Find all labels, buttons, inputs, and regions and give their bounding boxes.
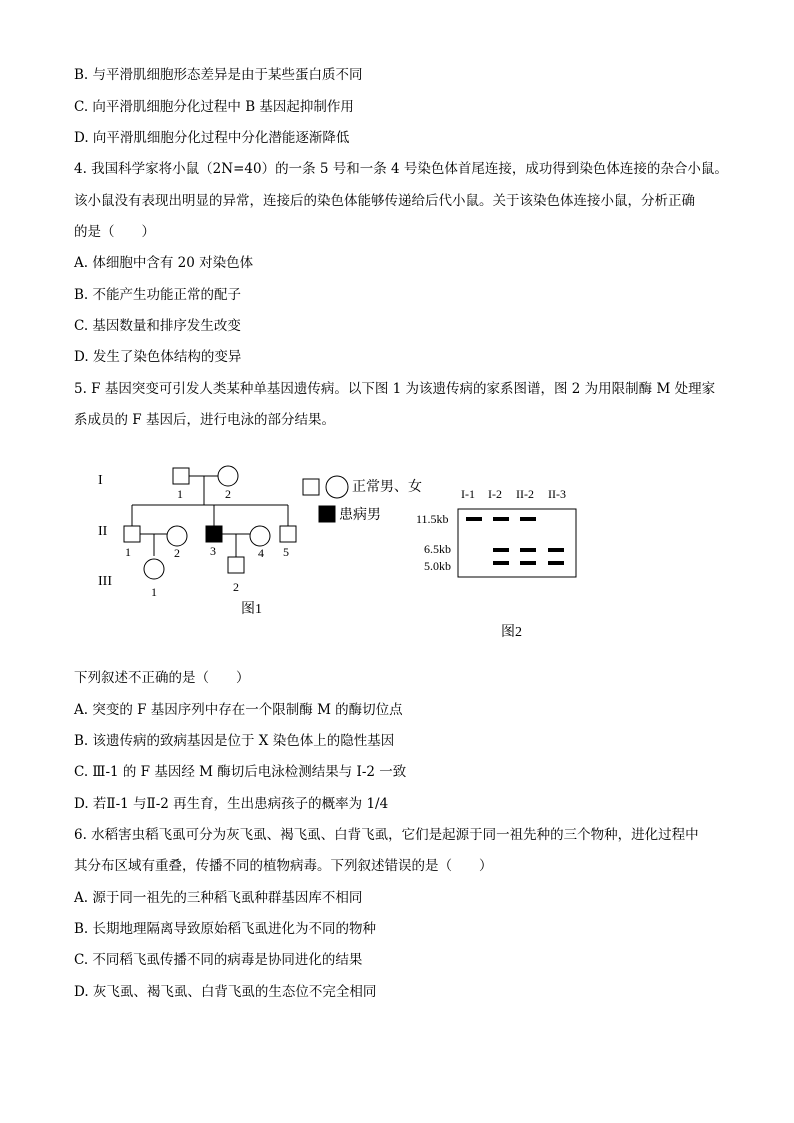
ii2-number: 2	[174, 546, 180, 560]
legend-affected-label: 患病男	[339, 508, 381, 523]
q5-question: 下列叙述不正确的是（ ）	[74, 670, 250, 686]
q4-stem-line-3: 的是（ ）	[74, 224, 155, 240]
q4-option-b: B. 不能产生功能正常的配子	[74, 287, 242, 303]
band-i1-11-5kb	[466, 517, 482, 521]
lane-label-ii2: II-2	[516, 487, 534, 501]
legend-affected-male-symbol	[319, 506, 335, 522]
ii4-female-symbol	[250, 526, 270, 546]
ii5-number: 5	[283, 545, 289, 559]
q5-option-a: A. 突变的 F 基因序列中存在一个限制酶 M 的酶切位点	[74, 702, 403, 718]
band-ii2-11-5kb	[520, 517, 536, 521]
i1-male-symbol	[173, 468, 189, 484]
band-ii3-6-5kb	[548, 548, 564, 552]
ii3-number: 3	[210, 544, 216, 558]
q5-option-d: D. 若Ⅱ-1 与Ⅱ-2 再生育，生出患病孩子的概率为 1/4	[74, 796, 389, 812]
generation-label-ii: II	[98, 524, 108, 539]
band-ii3-5-0kb	[548, 561, 564, 565]
generation-label-iii: III	[98, 574, 112, 589]
band-ii2-5-0kb	[520, 561, 536, 565]
iii2-number: 2	[233, 580, 239, 594]
ii4-number: 4	[258, 546, 264, 560]
q5-stem-line-1: 5. F 基因突变可引发人类某种单基因遗传病。以下图 1 为该遗传病的家系图谱，图 2 为用限制酶 M 处理家	[74, 381, 716, 397]
ii3-affected-male-symbol	[206, 526, 222, 542]
pedigree-figure	[90, 460, 440, 630]
ii5-male-symbol	[280, 526, 296, 542]
electrophoresis-figure	[410, 480, 590, 645]
q4-stem-line-2: 该小鼠没有表现出明显的异常，连接后的染色体能够传递给后代小鼠。关于该染色体连接小鼠，分析正确	[74, 193, 695, 209]
i2-female-symbol	[218, 466, 238, 486]
iii1-female-symbol	[144, 559, 164, 579]
ii1-male-symbol	[124, 526, 140, 542]
legend-normal-male-symbol	[303, 479, 319, 495]
q6-option-b: B. 长期地理隔离导致原始稻飞虱进化为不同的物种	[74, 921, 377, 937]
legend-normal-female-symbol	[326, 476, 348, 498]
q6-option-a: A. 源于同一祖先的三种稻飞虱种群基因库不相同	[74, 890, 363, 906]
iii1-number: 1	[151, 585, 157, 599]
figure-1-caption: 图1	[241, 602, 262, 617]
size-label-11-5kb: 11.5kb	[416, 512, 449, 526]
q4-stem-line-1: 4. 我国科学家将小鼠（2N=40）的一条 5 号和一条 4 号染色体首尾连接，成功得到染色体连接的杂合小鼠。	[74, 161, 728, 177]
q5-option-c: C. Ⅲ-1 的 F 基因经 M 酶切后电泳检测结果与 I-2 一致	[74, 764, 407, 780]
q3-option-d: D. 向平滑肌细胞分化过程中分化潜能逐渐降低	[74, 130, 350, 146]
q4-option-a: A. 体细胞中含有 20 对染色体	[74, 255, 254, 271]
q3-option-c: C. 向平滑肌细胞分化过程中 B 基因起抑制作用	[74, 99, 354, 115]
i1-number: 1	[177, 487, 183, 501]
iii2-male-symbol	[228, 557, 244, 573]
q6-stem-line-2: 其分布区域有重叠，传播不同的植物病毒。下列叙述错误的是（ ）	[74, 858, 493, 874]
q3-option-b: B. 与平滑肌细胞形态差异是由于某些蛋白质不同	[74, 67, 363, 83]
q4-option-c: C. 基因数量和排序发生改变	[74, 318, 241, 334]
q5-stem-line-2: 系成员的 F 基因后，进行电泳的部分结果。	[74, 412, 335, 428]
generation-label-i: I	[98, 473, 103, 488]
band-i2-5-0kb	[493, 561, 509, 565]
band-i2-11-5kb	[493, 517, 509, 521]
band-ii2-6-5kb	[520, 548, 536, 552]
figure-2-caption: 图2	[501, 625, 522, 640]
ii1-number: 1	[125, 545, 131, 559]
size-label-6-5kb: 6.5kb	[424, 542, 451, 556]
legend-normal-label: 正常男、女	[352, 480, 422, 495]
size-label-5-0kb: 5.0kb	[424, 559, 451, 573]
band-i2-6-5kb	[493, 548, 509, 552]
lane-label-i1: I-1	[461, 487, 475, 501]
q6-option-d: D. 灰飞虱、褐飞虱、白背飞虱的生态位不完全相同	[74, 984, 377, 1000]
q5-option-b: B. 该遗传病的致病基因是位于 X 染色体上的隐性基因	[74, 733, 395, 749]
q6-stem-line-1: 6. 水稻害虫稻飞虱可分为灰飞虱、褐飞虱、白背飞虱，它们是起源于同一祖先种的三个物种，进化过程中	[74, 827, 699, 843]
ii2-female-symbol	[167, 526, 187, 546]
lane-label-i2: I-2	[488, 487, 502, 501]
q6-option-c: C. 不同稻飞虱传播不同的病毒是协同进化的结果	[74, 952, 363, 968]
q4-option-d: D. 发生了染色体结构的变异	[74, 349, 242, 365]
i2-number: 2	[225, 487, 231, 501]
lane-label-ii3: II-3	[548, 487, 566, 501]
